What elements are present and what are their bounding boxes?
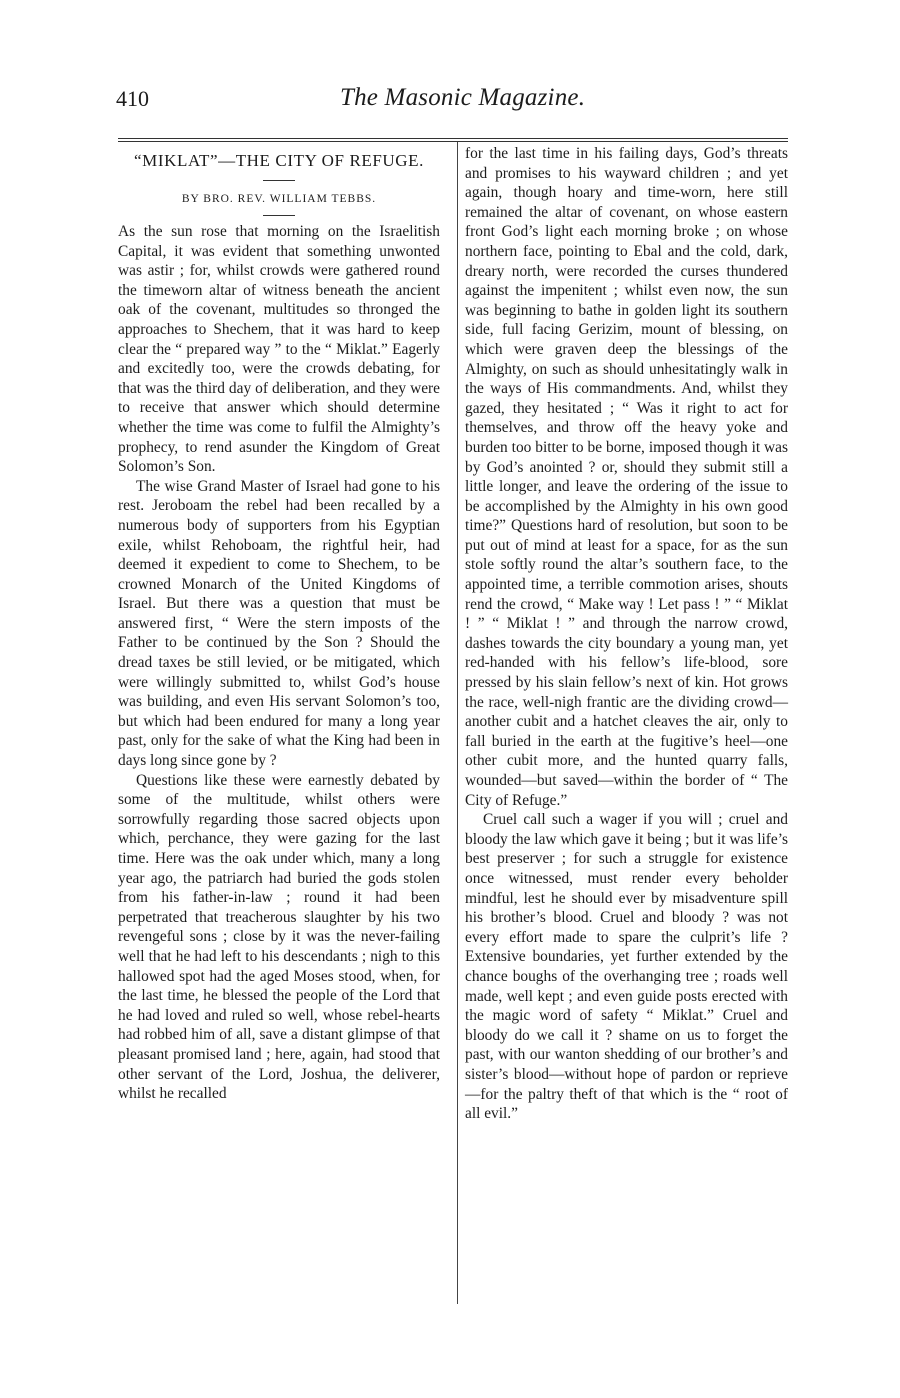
left-column bbox=[118, 144, 440, 1104]
page-number: 410 bbox=[116, 86, 149, 111]
header-rule-bottom bbox=[118, 141, 788, 142]
running-head: The Masonic Magazine. bbox=[340, 84, 586, 111]
column-divider bbox=[457, 142, 458, 1304]
header-rule-top bbox=[118, 138, 788, 139]
article-title: “MIKLAT”—THE CITY OF REFUGE. bbox=[133, 151, 425, 170]
title-rule bbox=[263, 180, 295, 181]
article-byline: BY BRO. REV. WILLIAM TEBBS. bbox=[181, 193, 377, 205]
paragraph-1: As the sun rose that morning on the Israelitish Capital, it was evident that something unwonted was astir ; for, whilst crowds were gathered round the timeworn altar of witness beneath the ancient oak of the covenant, multitudes so thronged the approaches to Shechem, that it was hard to keep clear the “ prepared way ” to the “ Miklat.” Eagerly and excitedly too, were the crowds debating, for that was the third day of deliberation, and they were to receive that answer which should determine whether the time was come to fulfil the Almighty’s prophecy, to rend asunder the Kingdom of Great Solomon’s Son. bbox=[118, 223, 440, 476]
paragraph-5: Cruel call such a wager if you will ; cruel and bloody the law which gave it being ; but it was life’s best preserver ; for such a struggle for existence once witnessed, must render every beholder mindful, lest he should ever by misadventure spill his brother’s blood. Cruel and bloody ? was not every effort made to spare the culprit’s life ? Extensive boundaries, yet further extended by the chance boughs of the overhanging tree ; roads well made, well kept ; and even guide posts erected with the magic word of safety “ Miklat.” Cruel and bloody do we call it ? shame on us to forget the past, with our wanton shedding of our brother’s and sister’s blood—without hope of pardon or reprieve—for the paltry theft of that which is the “ root of all evil.” bbox=[465, 811, 788, 1123]
paragraph-3: Questions like these were earnestly debated by some of the multitude, whilst others were sorrowfully regarding those sacred objects upon which, perchance, they were gazing for the last time. Here was the oak under which, many a long year ago, the patriarch had buried the gods stolen from his father-in-law ; round it had been perpetrated that treacherous slaughter by his two revengeful sons ; close by it was the never-failing well that he had left to his descendants ; nigh to this hallowed spot had the aged Moses stood, when, for the last time, he blessed the people of the Lord that he had loved and ruled so well, whose rebel-hearts had robbed him of all, save a distant glimpse of that pleasant promised land ; here, again, had stood that other servant of the Lord, Joshua, the deliverer, whilst he recalled bbox=[118, 771, 440, 1103]
paragraph-2: The wise Grand Master of Israel had gone to his rest. Jeroboam the rebel had been recalled by a numerous body of supporters from his Egyptian exile, whilst Rehoboam, the rightful heir, had deemed it expedient to come to Shechem, to be crowned Monarch of the United Kingdoms of Israel. But there was a question that must be answered first, “ Were the stern imposts of the Father to be continued by the Son ? Should the dread taxes be still levied, or be mitigated, which were willingly submitted to, whilst God’s house was building, and even His servant Solomon’s too, but which had been endured for many a long year past, only for the sake of what the King had been in days long since gone by ? bbox=[118, 477, 440, 770]
right-column bbox=[465, 144, 788, 1124]
paragraph-4: for the last time in his failing days, God’s threats and promises to his wayward children ; and yet again, though hoary and time-worn, here still remained the altar of covenant, on whose eastern front God’s light each morning broke ; on whose northern face, pointing to Ebal and the cold, dark, dreary north, were recorded the curses thundered against the impenitent ; whilst even now, the sun was beginning to bathe in golden light its southern side, full facing Gerizim, mount of blessing, on which were graven deep the blessings of the Almighty, on such as should unhesitatingly walk in the ways of His commandments. And, whilst they gazed, they hesitated ; “ Was it right to act for themselves, and throw off the heavy yoke and burden too bitter to be borne, imposed though it was by God’s anointed ? or, should they submit still a little longer, and leave the ordering of the issue to be accomplished by the Almighty in his own good time?” Questions hard of resolution, but soon to be put out of mind at least for a space, for as the sun stole softly round the altar’s southern face, to the appointed time, a terrible commotion arises, shouts rend the crowd, “ Make way ! Let pass ! ” “ Miklat ! ” “ Miklat ! ” and through the narrow crowd, dashes towards the city boundary a young man, yet red-handed with his fellow’s life-blood, sore pressed by his slain fellow’s next of kin. Hot grows the race, well-nigh frantic are the dividing crowd—another cubit and a hatchet cleaves the air, only to fall buried in the earth at the fugitive’s heel—one other cubit more, and the hunted quarry falls, wounded—but saved—within the border of “ The City of Refuge.” bbox=[465, 145, 788, 809]
byline-rule bbox=[263, 215, 295, 216]
